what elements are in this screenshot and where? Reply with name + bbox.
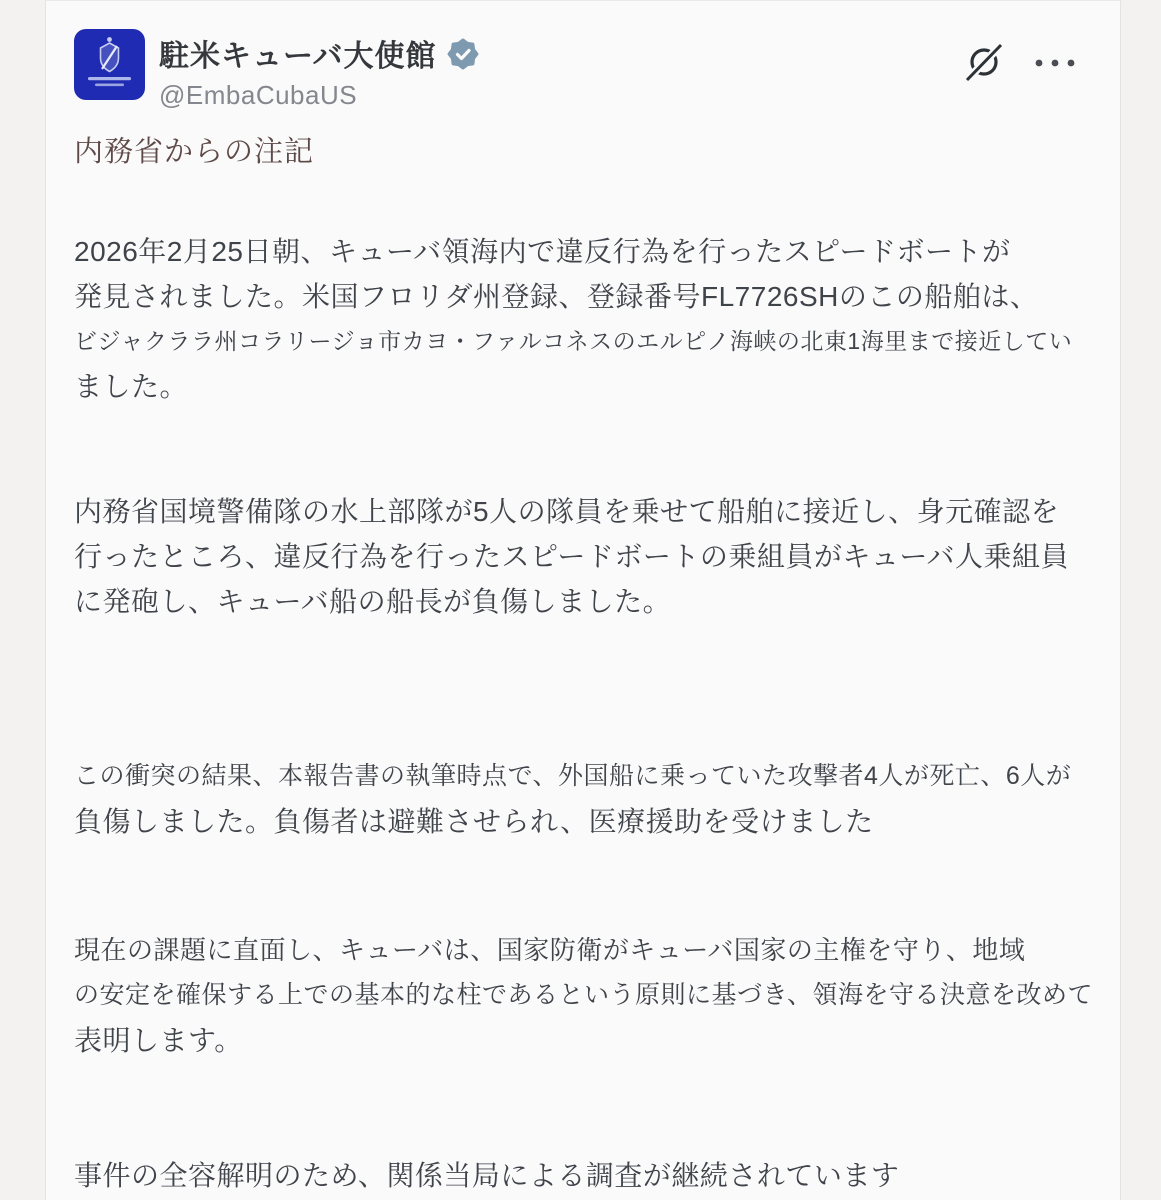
author-names	[159, 29, 962, 111]
post-text-line: ビジャクララ州コラリージョ市カヨ・ファルコネスのエルピノ海峡の北東1海里まで接近してい	[74, 328, 1073, 354]
post-paragraph	[74, 928, 1096, 1063]
post-text-line: 2026年2月25日朝、キューバ領海内で違反行為を行ったスピードボートが	[74, 236, 1011, 267]
post-paragraph	[74, 229, 1096, 409]
post-paragraphs	[74, 229, 1096, 1198]
header-actions	[962, 29, 1096, 90]
post-text-line: 現在の課題に直面し、キューバは、国家防衛がキューバ国家の主権を守り、地域	[74, 935, 1026, 965]
post-text-line: 負傷しました。負傷者は避難させられ、医療援助を受けました	[74, 806, 874, 837]
post-text-line: の安定を確保する上での基本的な柱であるという原則に基づき、領海を守る決意を改めて	[74, 981, 1094, 1009]
post-text-line: に発砲し、キューバ船の船長が負傷しました。	[74, 586, 672, 617]
grok-icon[interactable]	[962, 41, 1006, 90]
post-body	[74, 129, 1096, 1198]
post-text-line: 表明します。	[74, 1025, 243, 1056]
tweet-card	[45, 0, 1121, 1200]
post-text-line: 発見されました。米国フロリダ州登録、登録番号FL7726SHのこの船舶は、	[74, 281, 1039, 312]
more-options-icon[interactable]	[1032, 56, 1078, 75]
embassy-emblem-icon	[74, 29, 145, 100]
post-heading: 内務省からの注記	[74, 136, 315, 168]
post-text-line: 事件の全容解明のため、関係当局による調査が継続されています	[74, 1160, 900, 1191]
display-name[interactable]: 駐米キューバ大使館	[159, 40, 437, 73]
post-text-line: 内務省国境警備隊の水上部隊が5人の隊員を乗せて船舶に接近し、身元確認を	[74, 496, 1060, 527]
post-paragraph	[74, 1153, 1096, 1198]
avatar[interactable]	[74, 29, 145, 100]
tweet-header	[74, 29, 1096, 111]
post-text-line: ました。	[74, 371, 189, 402]
post-text-line: この衝突の結果、本報告書の執筆時点で、外国船に乗っていた攻撃者4人が死亡、6人が	[74, 762, 1072, 790]
post-paragraph	[74, 489, 1096, 624]
post-paragraph	[74, 754, 1096, 844]
user-handle[interactable]: @EmbaCubaUS	[159, 80, 358, 110]
verified-badge-icon	[447, 38, 479, 70]
post-text-line: 行ったところ、違反行為を行ったスピードボートの乗組員がキューバ人乗組員	[74, 541, 1069, 572]
